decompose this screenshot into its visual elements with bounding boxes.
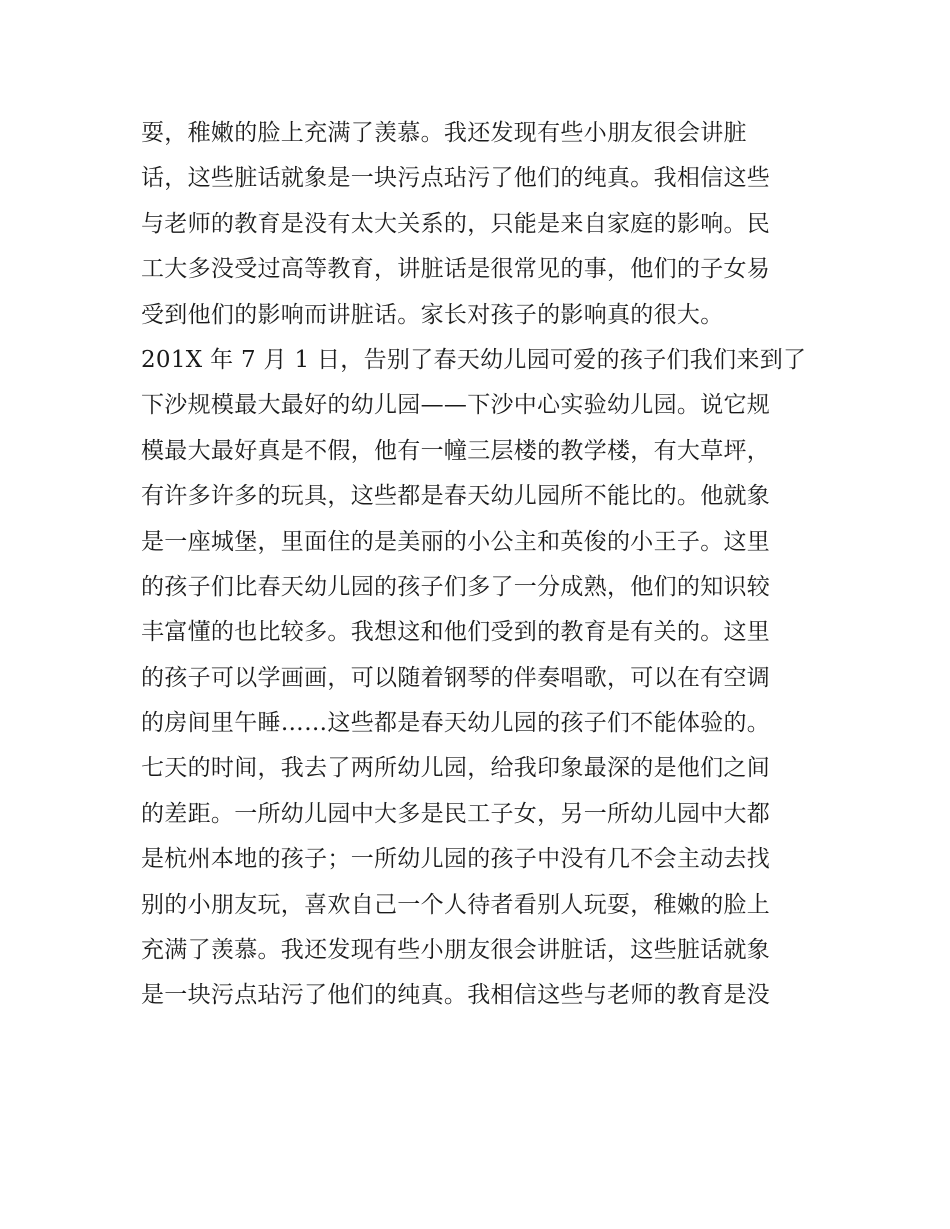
text-line: 耍，稚嫩的脸上充满了羡慕。我还发现有些小朋友很会讲脏	[141, 120, 747, 146]
text-line: 有许多许多的玩具，这些都是春天幼儿园所不能比的。他就象	[141, 483, 771, 510]
text-line: 是一块污点玷污了他们的纯真。我相信这些与老师的教育是没	[141, 982, 771, 1009]
text-line: 受到他们的影响而讲脏话。家长对孩子的影响真的很大。	[141, 301, 724, 328]
text-line: 工大多没受过高等教育，讲脏话是很常见的事，他们的子女易	[141, 256, 771, 283]
text-line: 的房间里午睡……这些都是春天幼儿园的孩子们不能体验的。	[141, 710, 771, 737]
text-line: 是一座城堡，里面住的是美丽的小公主和英俊的小王子。这里	[141, 528, 771, 555]
text-line: 的差距。一所幼儿园中大多是民工子女，另一所幼儿园中大都	[141, 800, 771, 827]
text-line: 的孩子可以学画画，可以随着钢琴的伴奏唱歌，可以在有空调	[141, 664, 771, 691]
text-line: 201X 年 7 月 1 日，告别了春天幼儿园可爱的孩子们我们来到了	[141, 346, 807, 373]
text-line: 模最大最好真是不假，他有一幢三层楼的教学楼，有大草坪，	[141, 437, 771, 464]
text-line: 别的小朋友玩，喜欢自己一个人待者看别人玩耍，稚嫩的脸上	[141, 891, 771, 918]
body-text	[141, 111, 821, 1019]
text-line: 的孩子们比春天幼儿园的孩子们多了一分成熟，他们的知识较	[141, 573, 771, 600]
text-line: 丰富懂的也比较多。我想这和他们受到的教育是有关的。这里	[141, 619, 771, 646]
text-line: 下沙规模最大最好的幼儿园——下沙中心实验幼儿园。说它规	[141, 392, 771, 419]
text-line: 与老师的教育是没有太大关系的，只能是来自家庭的影响。民	[141, 210, 771, 237]
text-line: 七天的时间，我去了两所幼儿园，给我印象最深的是他们之间	[141, 755, 771, 782]
text-line: 充满了羡慕。我还发现有些小朋友很会讲脏话，这些脏话就象	[141, 937, 771, 964]
text-line: 是杭州本地的孩子；一所幼儿园的孩子中没有几不会主动去找	[141, 846, 771, 873]
text-line: 话，这些脏话就象是一块污点玷污了他们的纯真。我相信这些	[141, 165, 771, 192]
